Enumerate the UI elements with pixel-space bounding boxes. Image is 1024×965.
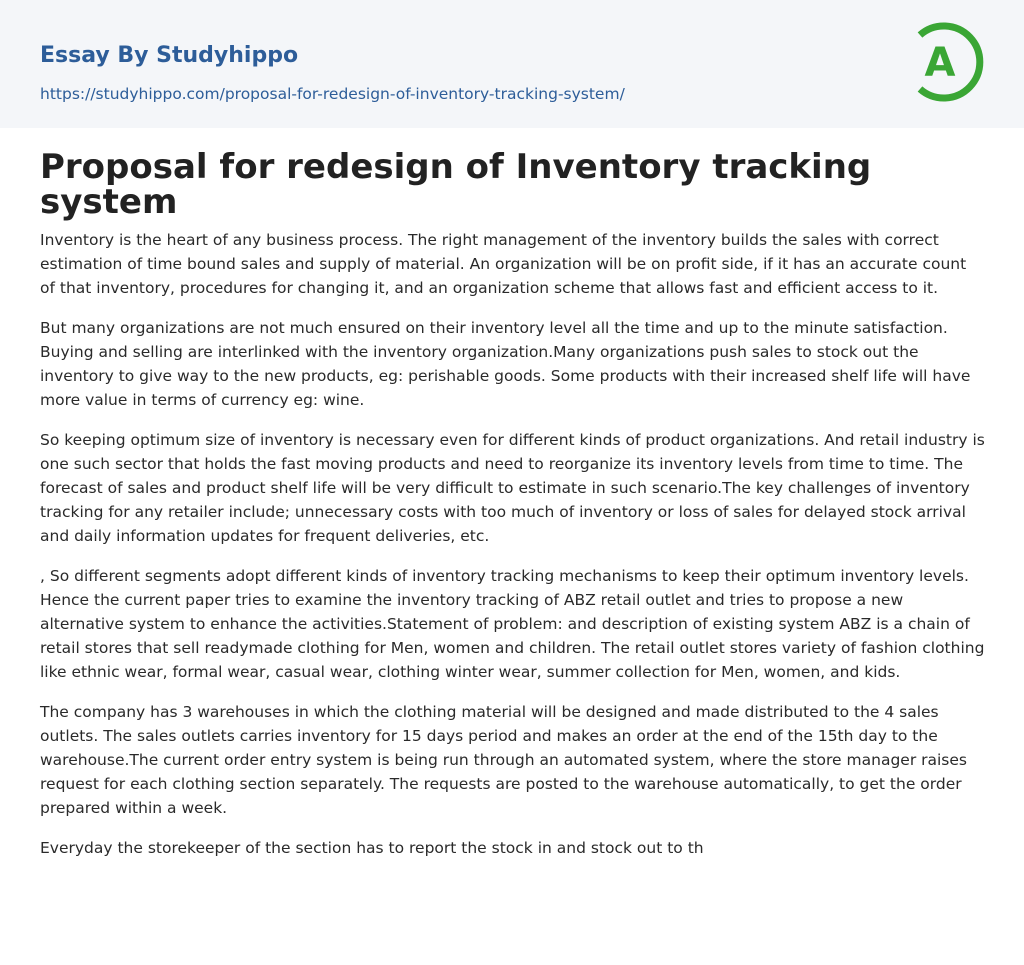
- article-paragraph: But many organizations are not much ensured on their inventory level all the time and up to the minute satisfaction. Buying and selling are interlinked with the inventory organization.Many organizations push sales to stock out the inventory to give way to the new products, eg: perishable goods. Some products with their increased shelf life will have more value in terms of currency eg: wine.: [40, 319, 971, 409]
- studyhippo-a-logo-icon[interactable]: [910, 18, 988, 106]
- site-header: [0, 0, 1024, 128]
- article-body: [40, 228, 985, 876]
- article-paragraph: So keeping optimum size of inventory is necessary even for different kinds of product organizations. And retail industry is one such sector that holds the fast moving products and need to reorganize its inventory levels from time to time. The forecast of sales and product shelf life will be very difficult to estimate in such scenario.The key challenges of inventory tracking for any retailer include; unnecessary costs with too much of inventory or loss of sales for delayed stock arrival and daily information updates for frequent deliveries, etc.: [40, 431, 985, 545]
- article-paragraph: The company has 3 warehouses in which the clothing material will be designed and made distributed to the 4 sales outlets. The sales outlets carries inventory for 15 days period and makes an order at the end of the 15th day to the warehouse.The current order entry system is being run through an automated system, where the store manager raises request for each clothing section separately. The requests are posted to the warehouse automatically, to get the order prepared within a week.: [40, 703, 967, 817]
- article-paragraph: , So different segments adopt different kinds of inventory tracking mechanisms to keep their optimum inventory levels. Hence the current paper tries to examine the inventory tracking of ABZ retail outlet and tries to propose a new alternative system to enhance the activities.Statement of problem: and description of existing system ABZ is a chain of retail stores that sell readymade clothing for Men, women and children. The retail outlet stores variety of fashion clothing like ethnic wear, formal wear, casual wear, clothing winter wear, summer collection for Men, women, and kids.: [40, 567, 985, 681]
- page-title: Proposal for redesign of Inventory tracking system: [40, 147, 872, 222]
- article-paragraph: Everyday the storekeeper of the section has to report the stock in and stock out to th: [40, 839, 704, 857]
- site-title[interactable]: Essay By Studyhippo: [40, 43, 299, 68]
- article-paragraph: Inventory is the heart of any business process. The right management of the inventory builds the sales with correct estimation of time bound sales and supply of material. An organization will be on profit side, if it has an accurate count of that inventory, procedures for changing it, and an organization scheme that allows fast and efficient access to it.: [40, 231, 967, 297]
- logo-letter: A: [924, 40, 956, 86]
- article-url-link[interactable]: https://studyhippo.com/proposal-for-redesign-of-inventory-tracking-system/: [40, 85, 625, 103]
